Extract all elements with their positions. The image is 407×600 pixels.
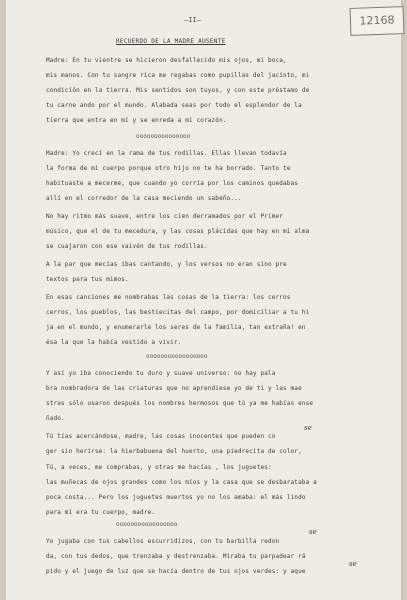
text-line: allí en el corredor de la casa meciendo un sabeño... <box>46 195 242 202</box>
text-line: habituaste a mecerme, que cuando yo corría por los caminos quedabas <box>46 180 299 187</box>
text-line: las muñecas de ojos grandes como los míos y la casa que se desbarataba a <box>46 479 317 486</box>
text-line: cerros, los pueblos, las bestiecitas del campo, por domiciliar a tu hi <box>46 309 310 316</box>
section-divider: ooooooooooooooooo <box>116 521 178 528</box>
text-line: Tú tías acercándose, madre, las cosas inocentes que pueden co <box>46 433 276 440</box>
text-line: ja en el mundo, y enumerarle los seres de la familia, tan extraña! en <box>46 324 306 331</box>
text-line: Madre: En tu vientre se hicieron desfallecido mis ojos, mi boca, <box>46 57 287 64</box>
text-line: condición en la tierra. Mis sentidos son tuyos, y con este préstamo de <box>46 87 310 94</box>
text-line: Tú, a veces, me comprabas, y otras me hacías , los juguetes: <box>46 464 272 471</box>
text-line: Madre: Yo crecí en la rama de tus rodillas. Ellas llevan todavía <box>46 150 287 157</box>
text-line: textos para tus mimos. <box>46 276 129 283</box>
text-line: stras sólo usaron después los nombres hermosos que tú ya me habías ense <box>46 400 314 407</box>
text-line: bra nombradora de las criaturas que no aprendiese yo de ti y las mae <box>46 385 302 392</box>
text-line: A la par que mecías ibas cantando, y los versos no eran sino pre <box>46 261 287 268</box>
text-line: se cuajaron con ese vaivén de tus rodillas. <box>46 243 208 250</box>
text-line: ñado. <box>46 415 65 422</box>
handwritten-annotation: se <box>309 528 317 536</box>
archive-stamp: 12168 <box>350 6 405 36</box>
text-line: para mí era tu cuerpo, madre. <box>46 509 156 516</box>
text-line: tierra que entra en mí y se enreda a mi corazón. <box>46 117 227 124</box>
heading-mark: —II— <box>184 16 201 24</box>
text-line: músico, que el de tu mecedura, y las cosas plácidas que hay en mi alma <box>46 228 310 235</box>
text-line: En esas canciones me nombrabas las cosas de la tierra: los cerros <box>46 294 291 301</box>
text-line: Y así yo iba conociendo tu duro y suave universo: no hay pala <box>46 370 276 377</box>
text-line: ger sin herirse: la hierbabuena del huerto, una piedrecita de color, <box>46 448 302 455</box>
text-line: la forma de mi cuerpo porque otro hijo no te ha borrado. Tanto te <box>46 165 291 172</box>
section-divider: ooooooooooooooooo <box>146 353 208 360</box>
text-line: pido y el juego de luz que se hacía dentro de tus ojos verdes: y aque <box>46 568 306 575</box>
document-title: RECUERDO DE LA MADRE AUSENTE <box>116 38 226 45</box>
text-line: No hay ritmo más suave, entre los cien derramados por el Primer <box>46 213 284 220</box>
document-page <box>6 0 403 600</box>
handwritten-annotation: se <box>304 424 312 432</box>
handwritten-annotation: se <box>349 560 357 568</box>
text-line: mis manos. Con tu sangre rica me regabas como pupillas del jacinto, mi <box>46 72 310 79</box>
text-line: ésa la que la había vestido a vivir. <box>46 339 182 346</box>
text-line: da, con tus dedos, que trenzaba y destrenzaba. Miraba tu parpadear rá <box>46 553 306 560</box>
section-divider: ooooooooooooooo <box>136 133 191 140</box>
text-line: tu carne ando por el mundo. Alabada seas por todo el esplendor de la <box>46 102 302 109</box>
text-line: Yo jugaba con tus cabellos escurridizos, con tu barbilla redon <box>46 538 280 545</box>
text-line: poca costa... Pero los juguetes muertos yo no los amaba: el más lindo <box>46 494 306 501</box>
